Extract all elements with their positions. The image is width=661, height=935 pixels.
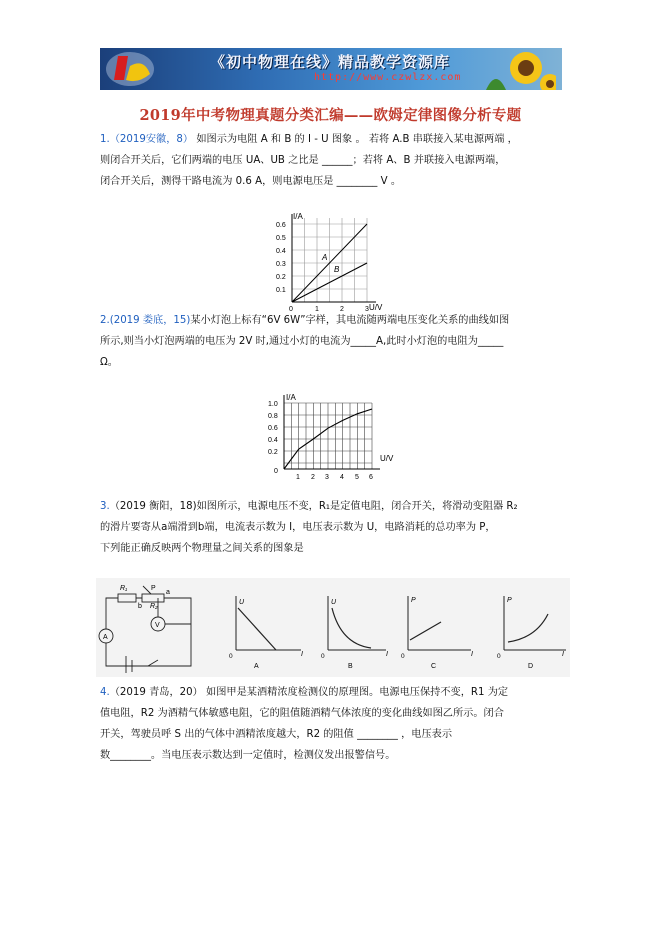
svg-text:0: 0 [321,653,325,660]
figure-3-circuit-and-options [96,578,570,677]
x-tick: 3 [365,306,369,312]
figure-1-svg [272,212,392,312]
question-1-line-2: 则闭合开关后，它们两端的电压 UA、UB 之比是 ______；若将 A、B 并联接入电源两端， [100,155,506,166]
site-url[interactable]: http://www.czwlzx.com [314,72,462,83]
option-d-graph [497,596,566,670]
x-axis-label: U/V [380,454,394,463]
question-4-line-4: 数________。当电压表示数达到一定值时，检测仪发出报警信号。 [100,750,396,761]
svg-text:0: 0 [497,653,501,660]
y-tick: 0.2 [268,449,278,456]
question-source: (2019 娄底，15) [109,315,191,326]
svg-text:I: I [562,651,564,658]
y-tick: 1.0 [268,401,278,408]
x-tick: 0 [289,306,293,312]
question-1-line-3: 闭合开关后，测得干路电流为 0.6 A，则电源电压是 ________ V 。 [100,176,402,187]
question-3-line-3: 下列能正确反映两个物理量之间关系的图象是 [100,543,304,554]
question-1-line-1: 1.（2019安徽，8） 如图示为电阻 A 和 B 的 I - U 图象 。 若将 A.B 串联接入某电源两端 ， [100,134,518,145]
x-tick: 6 [369,474,373,481]
question-source: （2019 衡阳，18) [109,501,197,512]
y-axis-label: I/A [286,393,296,402]
y-axis-label: I/A [293,212,303,221]
question-2-line-2: 所示,则当小灯泡两端的电压为 2V 时,通过小灯的电流为_____A,此时小灯泡的电阻为_____ [100,336,504,347]
site-logo [104,50,156,88]
circuit-label: R₂ [150,603,158,610]
y-tick: 0.2 [276,274,286,281]
question-1 [100,129,570,192]
option-b-graph [321,596,388,670]
question-3 [100,496,570,559]
svg-text:0: 0 [229,653,233,660]
question-number: 3. [100,501,110,512]
option-a-graph [229,596,303,670]
line-a-label: A [322,253,328,262]
question-2-line-1: 2.(2019 娄底，15)某小灯泡上标有“6V 6W”字样，其电流随两端电压变化关系的曲线如图 [100,315,510,326]
svg-text:0: 0 [401,653,405,660]
figure-1-grid [292,218,367,302]
svg-text:U: U [239,599,245,606]
svg-text:C: C [431,663,437,670]
svg-text:U: U [331,599,337,606]
circuit-diagram [106,586,191,673]
svg-text:I: I [386,651,388,658]
question-4-line-1: 4.（2019 青岛，20） 如图甲是某酒精浓度检测仪的原理图。电源电压保持不变，R1 为定 [100,687,509,698]
site-name: 《初中物理在线》精品教学资源库 [210,53,451,71]
circuit-label: a [166,589,170,596]
question-4-line-3: 开关，驾驶员呼 S 出的气体中酒精浓度越大，R2 的阻值 ________ ，电压表示 [100,729,453,740]
circuit-label: P [151,585,156,592]
svg-text:P: P [507,597,512,604]
y-tick: 0 [274,468,278,475]
x-tick: 4 [340,474,344,481]
question-3-line-2: 的滑片要寄从a端滑到b端，电流表示数为 I，电压表示数为 U，电路消耗的总功率为 P， [100,522,496,533]
option-c-graph [401,596,473,670]
y-tick: 0.6 [268,425,278,432]
y-tick: 0.5 [276,235,286,242]
line-b-label: B [334,265,340,274]
question-4 [100,682,570,766]
x-tick: 1 [296,474,300,481]
question-2 [100,310,570,373]
x-tick: 5 [355,474,359,481]
question-number: 4. [100,687,110,698]
x-tick: 3 [325,474,329,481]
svg-text:I: I [471,651,473,658]
question-number: 2. [100,315,110,326]
svg-text:B: B [348,663,353,670]
question-number: 1. [100,134,110,145]
x-tick: 2 [311,474,315,481]
x-axis-label: U/V [369,303,383,312]
y-tick: 0.8 [268,413,278,420]
figure-2-svg [262,393,412,483]
question-2-line-3: Ω。 [100,357,118,368]
ammeter-label: A [103,634,108,641]
figure-1-iu-graph [272,212,392,316]
figure-2-lamp-curve [262,393,412,487]
svg-text:I: I [301,651,303,658]
sunflower-image [466,48,556,90]
x-tick: 1 [315,306,319,312]
y-tick: 0.1 [276,287,286,294]
y-tick: 0.4 [276,248,286,255]
question-source: （2019 青岛，20） [109,687,203,698]
question-3-line-1: 3.（2019 衡阳，18)如图所示，电源电压不变，R₁是定值电阻，闭合开关，将滑动变阻器 R₂ [100,501,518,512]
svg-text:P: P [411,597,416,604]
voltmeter-label: V [155,622,160,629]
y-tick: 0.3 [276,261,286,268]
x-tick: 2 [340,306,344,312]
question-4-line-2: 值电阻，R2 为酒精气体敏感电阻，它的阻值随酒精气体浓度的变化曲线如图乙所示。闭合 [100,708,504,719]
question-source: （2019安徽，8） [109,134,194,145]
page-title: 2019年中考物理真题分类汇编——欧姆定律图像分析专题 [139,107,522,124]
figure-3-svg [96,578,570,673]
header-banner [100,48,562,90]
svg-text:A: A [254,663,259,670]
svg-text:D: D [528,663,534,670]
circuit-label: b [138,603,142,610]
y-tick: 0.6 [276,222,286,229]
circuit-label: R₁ [120,585,128,592]
y-tick: 0.4 [268,437,278,444]
